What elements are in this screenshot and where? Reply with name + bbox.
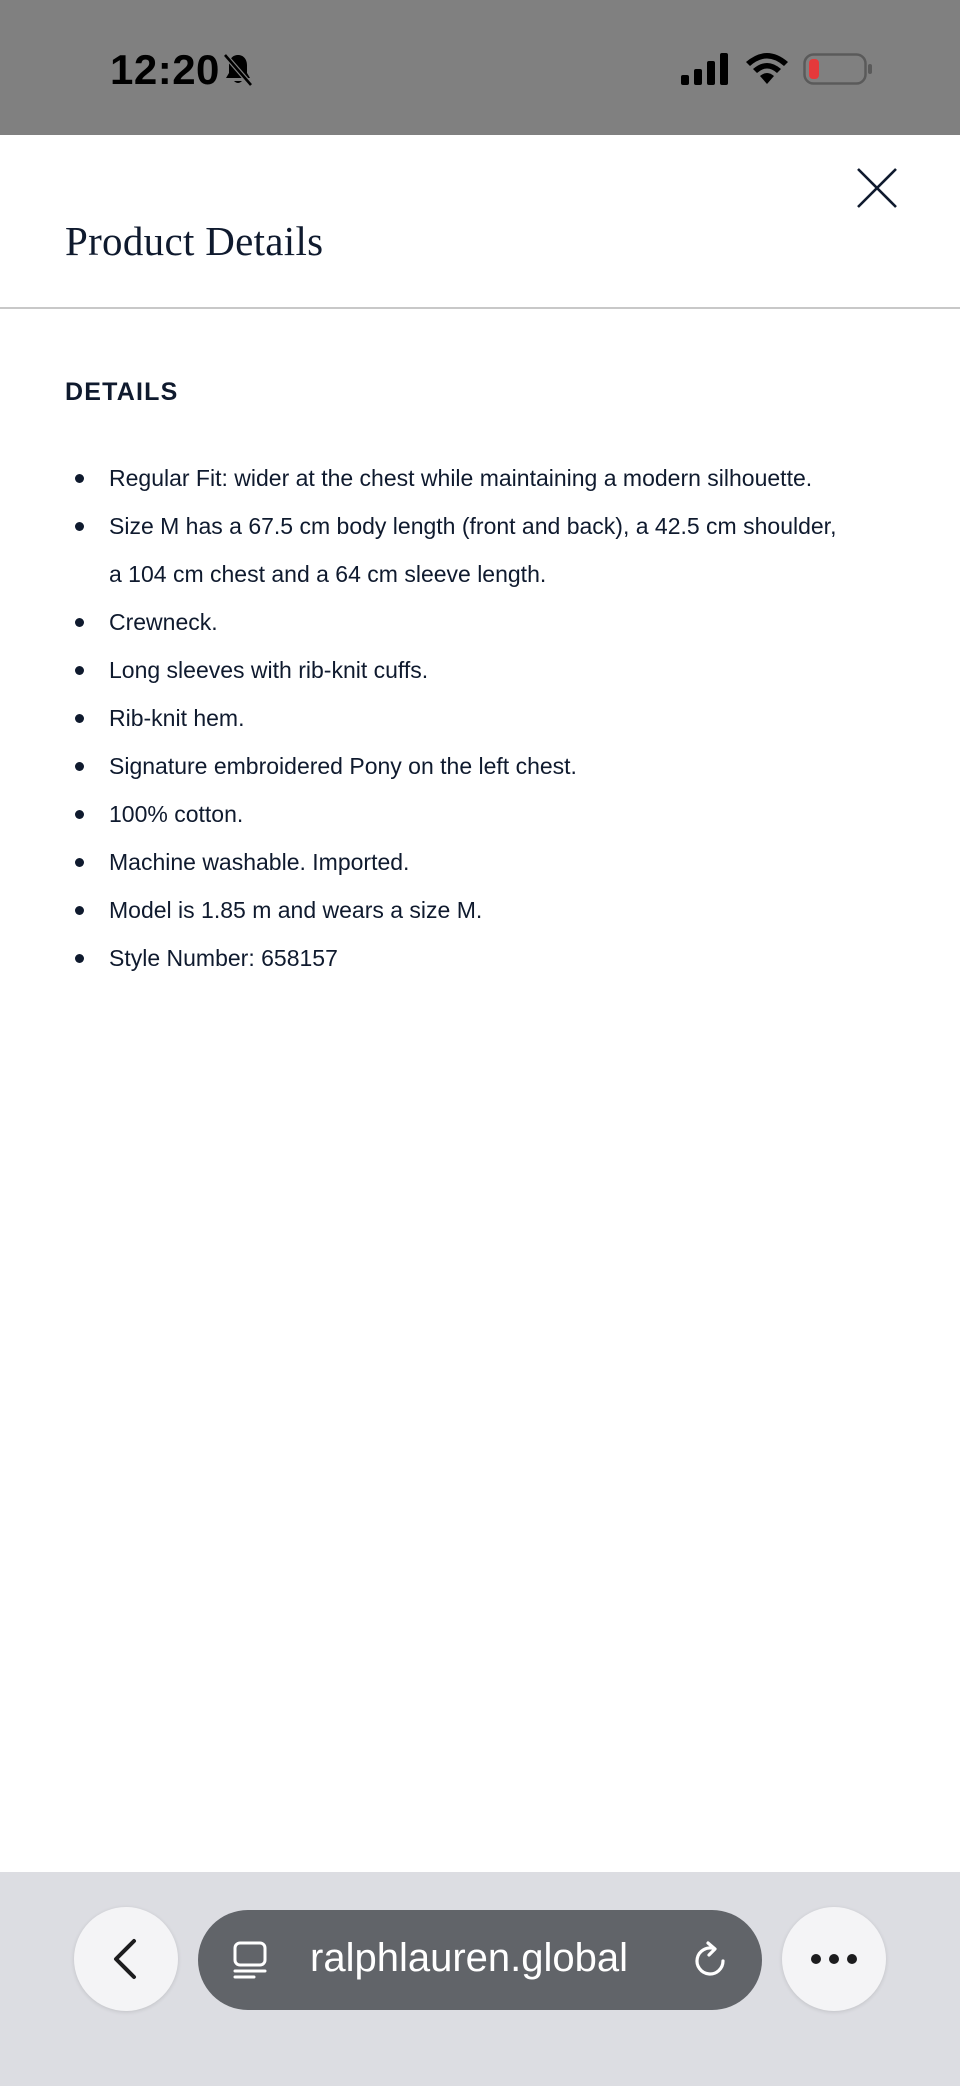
- detail-item: Regular Fit: wider at the chest while maintaining a modern silhouette.: [65, 454, 845, 502]
- address-bar[interactable]: [198, 1910, 762, 2010]
- detail-item: Style Number: 658157: [65, 934, 845, 982]
- bell-slash-icon: [222, 52, 254, 88]
- close-icon: [854, 165, 900, 211]
- details-heading: DETAILS: [65, 378, 179, 406]
- wifi-icon: [744, 50, 790, 86]
- signal-icon: [680, 52, 730, 86]
- reload-icon[interactable]: [690, 1940, 730, 1980]
- close-button[interactable]: [854, 165, 900, 211]
- more-button[interactable]: [782, 1907, 886, 2011]
- detail-item: Machine washable. Imported.: [65, 838, 845, 886]
- url-text: ralphlauren.global: [310, 1936, 629, 1980]
- detail-item: Crewneck.: [65, 598, 845, 646]
- detail-item: Size M has a 67.5 cm body length (front and back), a 42.5 cm shoulder, a 104 cm chest and a 64 cm sleeve length.: [65, 502, 845, 598]
- detail-item: Model is 1.85 m and wears a size M.: [65, 886, 845, 934]
- tabs-icon: [230, 1940, 270, 1980]
- back-button[interactable]: [74, 1907, 178, 2011]
- detail-item: Rib-knit hem.: [65, 694, 845, 742]
- more-dots-icon: [808, 1951, 860, 1967]
- back-chevron-icon: [104, 1937, 148, 1981]
- status-bar: [0, 0, 960, 135]
- details-list: [65, 454, 845, 982]
- detail-item: Long sleeves with rib-knit cuffs.: [65, 646, 845, 694]
- detail-item: 100% cotton.: [65, 790, 845, 838]
- browser-toolbar: [0, 1872, 960, 2086]
- modal-header: [0, 135, 960, 309]
- battery-icon: [803, 52, 873, 86]
- modal-title: Product Details: [65, 218, 324, 264]
- detail-item: Signature embroidered Pony on the left chest.: [65, 742, 845, 790]
- status-time: 12:20: [110, 46, 220, 93]
